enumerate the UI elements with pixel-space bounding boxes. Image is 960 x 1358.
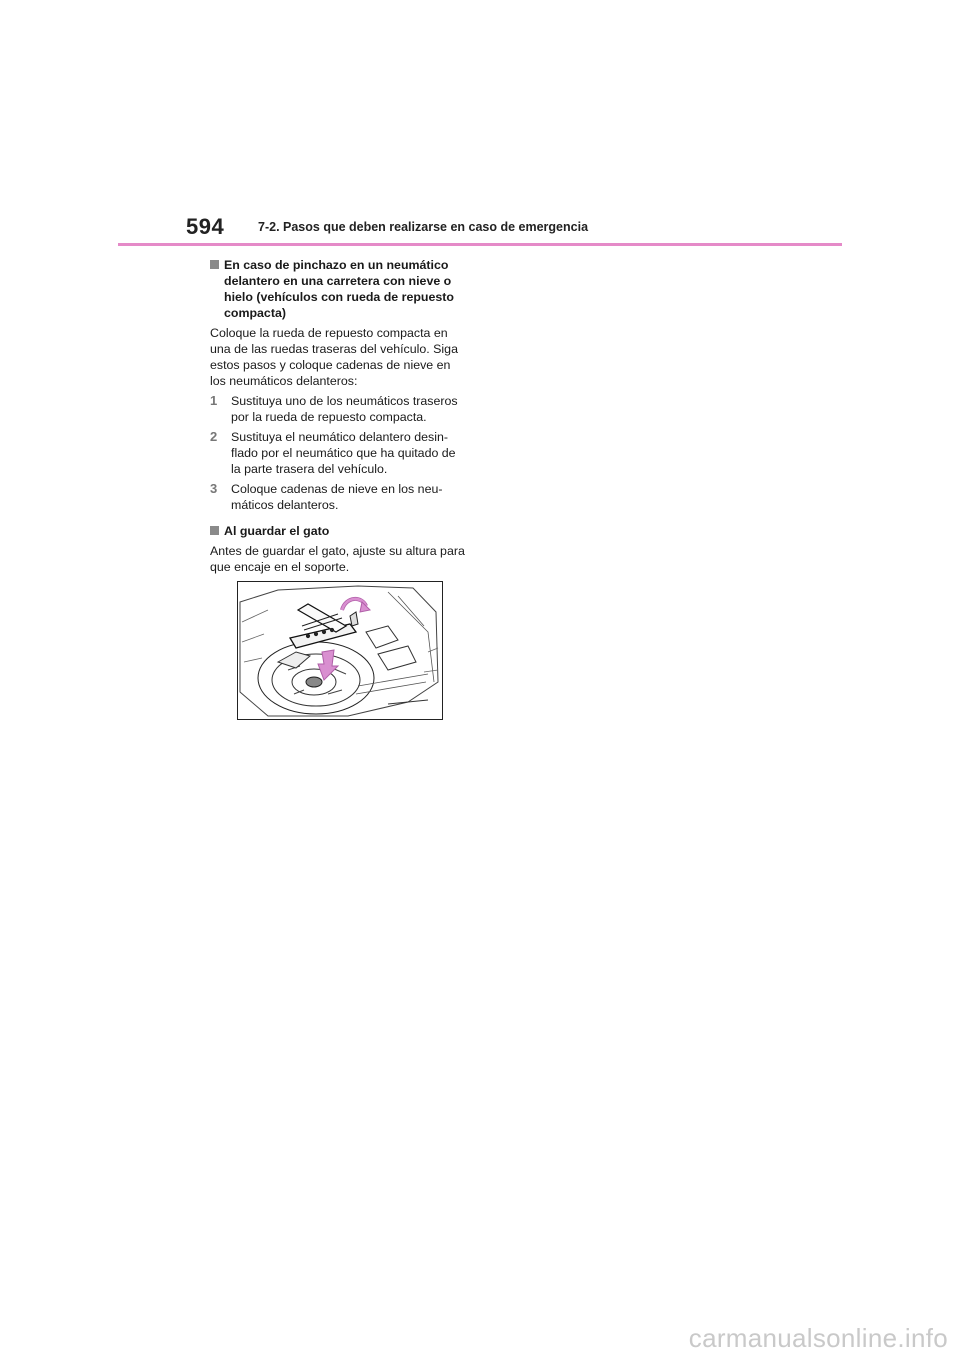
section1-intro: Coloque la rueda de repuesto compacta en una de las ruedas traseras del vehículo. Siga estos pasos y coloque cadenas de nieve en los neumáticos delanteros: — [210, 326, 458, 388]
section2-heading — [210, 523, 468, 539]
step-number: 1 — [210, 393, 218, 408]
page-number: 594 — [186, 214, 225, 239]
section1-heading-text: En caso de pinchazo en un neumático delantero en una carretera con nieve o hielo (vehículos con rueda de repuesto compacta) — [224, 258, 454, 320]
step-1 — [210, 393, 468, 425]
step-2 — [210, 429, 468, 477]
step-number: 2 — [210, 429, 218, 444]
jack-storage-illustration — [237, 581, 443, 720]
square-bullet-icon — [210, 526, 219, 535]
step-text: Sustituya el neumático delantero desin-flado por el neumático que ha quitado de la parte trasera del vehículo. — [231, 430, 456, 476]
main-content — [210, 257, 468, 579]
header-rule — [118, 243, 842, 246]
section2-text: Antes de guardar el gato, ajuste su altura para que encaje en el soporte. — [210, 544, 465, 574]
section-title: 7-2. Pasos que deben realizarse en caso de emergencia — [258, 220, 589, 234]
section2-heading-text: Al guardar el gato — [224, 524, 330, 538]
square-bullet-icon — [210, 260, 219, 269]
step-text: Sustituya uno de los neumáticos traseros por la rueda de repuesto compacta. — [231, 394, 458, 424]
trunk-drawing — [238, 582, 442, 719]
watermark: carmanualsonline.info — [688, 1323, 948, 1353]
step-3 — [210, 481, 468, 513]
section1-heading — [210, 257, 468, 321]
step-number: 3 — [210, 481, 218, 496]
step-text: Coloque cadenas de nieve en los neu-máticos delanteros. — [231, 482, 443, 512]
